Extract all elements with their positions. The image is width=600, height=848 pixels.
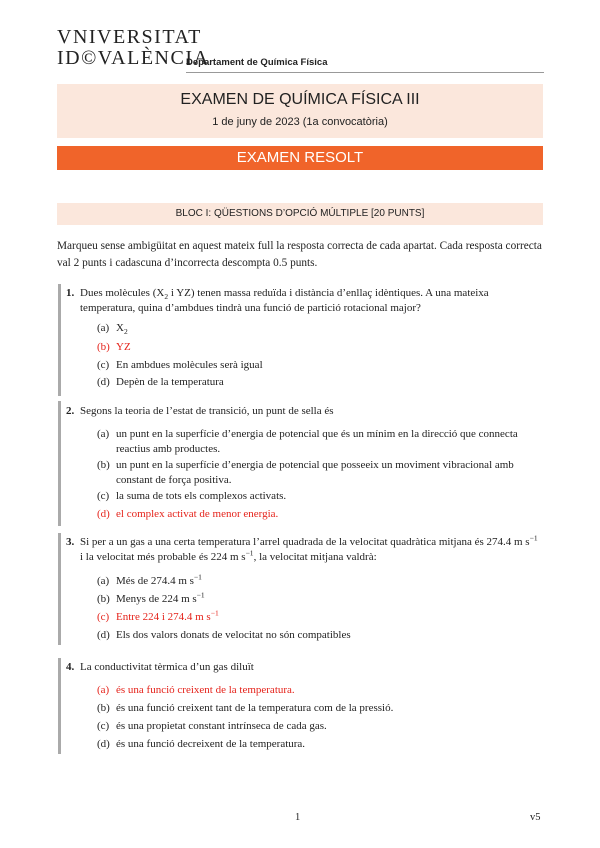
- page-number: 1: [295, 812, 301, 823]
- option-sup: −1: [210, 608, 219, 618]
- option-text: En ambdues molècules serà igual: [116, 359, 263, 371]
- question-2-option-a[interactable]: [97, 427, 541, 456]
- option-text: Més de 274.4 m s: [116, 575, 194, 587]
- option-text: la suma de tots els complexos activats.: [116, 490, 287, 502]
- question-3-number: 3.: [66, 536, 75, 548]
- option-label: (c): [97, 611, 110, 623]
- option-sub: 2: [123, 327, 128, 337]
- question-4-text: [66, 660, 542, 675]
- question-1-bar: [58, 284, 61, 396]
- exam-date: 1 de juny de 2023 (1a convocatòria): [212, 116, 388, 128]
- option-text: és una funció decreixent de la temperatura.: [116, 738, 306, 750]
- question-4-option-b[interactable]: [97, 701, 541, 716]
- question-2-number: 2.: [66, 405, 75, 417]
- question-3-option-c[interactable]: [97, 610, 541, 625]
- bloc-points: [20 PUNTS]: [371, 208, 425, 219]
- option-text: un punt en la superfície d’energia de potencial que posseeix un moviment vibracional amb constant de força positiva.: [116, 459, 514, 486]
- option-label: (a): [97, 684, 110, 696]
- question-1-text-sub: 2: [164, 292, 169, 302]
- question-3-text: [66, 533, 542, 565]
- option-text: és una propietat constant intrínseca de cada gas.: [116, 720, 327, 732]
- option-label: (b): [97, 341, 110, 353]
- option-text: el complex activat de menor energia.: [116, 508, 279, 520]
- option-label: (c): [97, 359, 110, 371]
- question-3-sup2: −1: [245, 548, 254, 558]
- option-label: (b): [97, 702, 110, 714]
- question-3-option-d[interactable]: [97, 628, 541, 643]
- bloc-title-text: BLOC I: QÜESTIONS D’OPCIÓ MÚLTIPLE: [175, 208, 369, 219]
- option-sup: −1: [196, 590, 205, 600]
- university-logo-line2: ID©VALÈNCIA: [57, 47, 210, 69]
- question-2-text: [66, 404, 542, 419]
- question-2-text-body: Segons la teoria de l’estat de transició, un punt de sella és: [80, 405, 334, 417]
- option-label: (d): [97, 376, 110, 388]
- question-1-option-b[interactable]: [97, 340, 541, 355]
- question-3-text-b: i la velocitat més probable és 224 m s: [80, 551, 246, 563]
- bloc-title: [57, 208, 543, 219]
- question-4-number: 4.: [66, 661, 75, 673]
- department-name: Departament de Química Física: [186, 57, 328, 68]
- header-rule: [186, 72, 544, 73]
- option-label: (a): [97, 428, 110, 440]
- question-4-option-a[interactable]: [97, 683, 541, 698]
- question-3-text-c: , la velocitat mitjana valdrà:: [253, 551, 377, 563]
- option-label: (d): [97, 738, 110, 750]
- option-label: (c): [97, 720, 110, 732]
- question-2-bar: [58, 401, 61, 526]
- option-label: (b): [97, 459, 110, 471]
- resolved-title: EXAMEN RESOLT: [236, 149, 364, 166]
- option-label: (c): [97, 490, 110, 502]
- option-text: Entre 224 i 274.4 m s: [116, 611, 211, 623]
- question-3-text-a: Si per a un gas a una certa temperatura l’arrel quadrada de la velocitat quadràtica mitjana és 274.4 m s: [80, 536, 530, 548]
- question-4-option-c[interactable]: [97, 719, 541, 734]
- question-2-option-c[interactable]: [97, 489, 541, 504]
- option-sup: −1: [193, 572, 202, 582]
- question-1-option-a[interactable]: [97, 321, 541, 336]
- instructions: Marqueu sense ambigüitat en aquest mateix full la resposta correcta de cada apartat. Cada resposta correcta val 2 punts i cadascuna d’incorrecta descompta 0.5 punts.: [57, 240, 542, 269]
- option-text: és una funció creixent tant de la temperatura com de la pressió.: [116, 702, 394, 714]
- option-text: Depèn de la temperatura: [116, 376, 224, 388]
- question-3-sup1: −1: [529, 533, 538, 543]
- question-3-option-b[interactable]: [97, 592, 541, 607]
- question-1-option-d[interactable]: [97, 375, 541, 390]
- option-label: (d): [97, 508, 110, 520]
- question-2-option-b[interactable]: [97, 458, 541, 487]
- option-text: és una funció creixent de la temperatura.: [116, 684, 295, 696]
- university-logo-line1: VNIVERSITAT: [57, 26, 202, 48]
- question-1-number: 1.: [66, 287, 75, 299]
- question-3-option-a[interactable]: [97, 574, 541, 589]
- question-1-option-c[interactable]: [97, 358, 541, 373]
- question-3-bar: [58, 533, 61, 645]
- question-4-bar: [58, 658, 61, 754]
- option-label: (b): [97, 593, 110, 605]
- question-1-text-a: Dues molècules (X: [80, 287, 165, 299]
- option-label: (d): [97, 629, 110, 641]
- option-label: (a): [97, 322, 110, 334]
- option-label: (a): [97, 575, 110, 587]
- question-4-text-body: La conductivitat tèrmica d’un gas diluït: [80, 661, 254, 673]
- option-text: un punt en la superfície d’energia de potencial que és un mínim en la direcció que connecta reactius amb productes.: [116, 428, 518, 455]
- option-text: Els dos valors donats de velocitat no són compatibles: [116, 629, 351, 641]
- exam-title: EXAMEN DE QUÍMICA FÍSICA III: [180, 91, 420, 108]
- option-text: X: [116, 322, 124, 334]
- question-1-text: [66, 286, 542, 316]
- option-text: Menys de 224 m s: [116, 593, 197, 605]
- option-text: YZ: [116, 341, 131, 353]
- question-2-option-d[interactable]: [97, 507, 541, 522]
- question-1-text-b: i YZ) tenen massa reduïda i distància d’enllaç idèntiques. A una mateixa temperatura, quina d’ambdues tindrà una funció de partició rotacional major?: [80, 287, 489, 314]
- question-4-option-d[interactable]: [97, 737, 541, 752]
- version-label: v5: [530, 812, 541, 823]
